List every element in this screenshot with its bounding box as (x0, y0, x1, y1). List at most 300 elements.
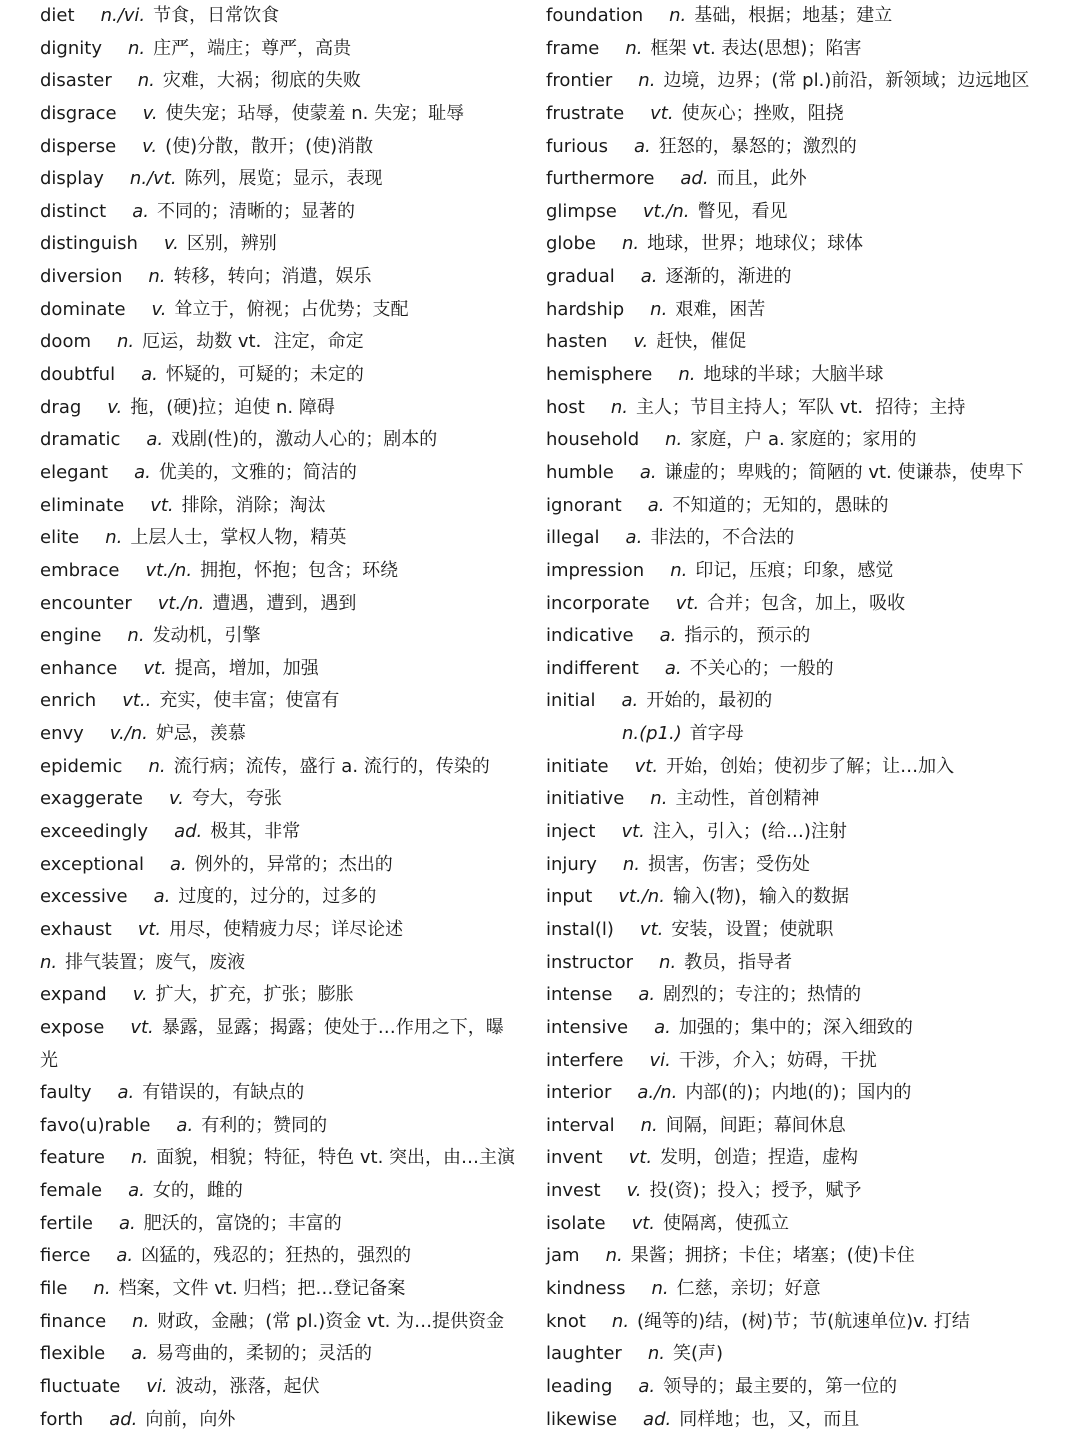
entry-part-of-speech: n. (665, 429, 683, 451)
entry-definition: 厄运，劫数 vt．注定，命定 (142, 331, 364, 353)
entry-word: fierce (40, 1245, 91, 1267)
entry-part-of-speech: ad. (174, 821, 203, 843)
entry-row (40, 261, 540, 294)
entry-word: exceptional (40, 853, 145, 875)
entry-definition: 干涉，介入；妨碍，干扰 (678, 1049, 877, 1071)
entry-part-of-speech: a./n. (637, 1082, 678, 1104)
entry-part-of-speech: n. (148, 755, 166, 777)
entry-word: incorporate (546, 592, 650, 614)
entry-row (546, 1404, 1066, 1437)
entry-definition: 波动，涨落，起伏 (175, 1375, 320, 1397)
entry-word: foundation (546, 5, 644, 26)
entry-word: invent (546, 1147, 603, 1169)
entry-word: frontier (546, 70, 613, 92)
entry-definition: 开始，创始；使初步了解；让…加入 (666, 755, 955, 777)
entry-row (40, 196, 540, 229)
entry-row (40, 1404, 540, 1437)
entry-definition: 注入，引入；(给…)注射 (652, 821, 847, 843)
entry-part-of-speech: vt.. (122, 690, 152, 712)
entry-word: interfere (546, 1049, 624, 1071)
entry-part-of-speech: a. (131, 1343, 149, 1365)
entry-word: indicative (546, 625, 634, 647)
entry-definition: 区别，辨别 (186, 233, 277, 255)
entry-row (546, 914, 1066, 947)
entry-word: doom (40, 331, 91, 353)
entry-row (40, 228, 540, 261)
entry-part-of-speech: vt. (130, 1016, 154, 1038)
entry-definition: 有利的；赞同的 (201, 1114, 328, 1136)
entry-word: doubtful (40, 364, 116, 386)
entry-word: distinguish (40, 233, 138, 255)
entry-part-of-speech: n. (669, 5, 687, 26)
entry-definition: 光 (40, 1049, 58, 1071)
entry-part-of-speech: n. (650, 788, 668, 810)
entry-definition: 输入(物)，输入的数据 (672, 886, 849, 908)
entry-row (40, 1371, 540, 1404)
entry-row (40, 555, 540, 588)
entry-word: furthermore (546, 168, 655, 190)
entry-part-of-speech: vt./n. (157, 592, 205, 614)
entry-word: favo(u)rable (40, 1114, 151, 1136)
entry-part-of-speech: n. (117, 331, 135, 353)
entry-definition: 充实，使丰富；使富有 (159, 690, 340, 712)
entry-part-of-speech: a. (117, 1082, 135, 1104)
entry-definition: 节食，日常饮食 (153, 5, 280, 26)
entry-part-of-speech: n. (638, 70, 656, 92)
entry-row (546, 392, 1066, 425)
entry-row (40, 1240, 540, 1273)
entry-row (546, 555, 1066, 588)
entry-part-of-speech: v. (142, 102, 158, 124)
entry-part-of-speech: n. (670, 559, 688, 581)
entry-word: interval (546, 1114, 615, 1136)
entry-row (40, 979, 540, 1012)
entry-row (546, 1338, 1066, 1371)
entry-definition: 间隔，间距；幕间休息 (665, 1114, 846, 1136)
entry-definition: 加强的；集中的；深入细致的 (678, 1016, 913, 1038)
entry-word: disgrace (40, 102, 117, 124)
entry-definition: 例外的，异常的；杰出的 (194, 853, 393, 875)
entry-word: initial (546, 690, 596, 712)
entry-definition: 内部(的)；内地(的)；国内的 (685, 1082, 912, 1104)
entry-part-of-speech: n. (611, 1310, 630, 1332)
entry-definition: 耸立于，俯视；占优势；支配 (174, 298, 409, 320)
entry-part-of-speech: a. (625, 527, 643, 549)
entry-word: intensive (546, 1016, 629, 1038)
entry-word: frame (546, 37, 600, 59)
entry-row (546, 490, 1066, 523)
entry-word: disaster (40, 70, 112, 92)
entry-word: diet (40, 5, 75, 26)
entry-definition: 庄严，端庄；尊严，高贵 (153, 37, 352, 59)
entry-part-of-speech: v. (626, 1180, 642, 1202)
entry-word: eliminate (40, 494, 125, 516)
entry-row (40, 1077, 540, 1110)
entry-part-of-speech: n. (650, 298, 668, 320)
entry-word: hemisphere (546, 364, 653, 386)
entry-row (546, 196, 1066, 229)
entry-word: exaggerate (40, 788, 143, 810)
entry-part-of-speech: vi. (146, 1375, 168, 1397)
entry-definition: 使失宠；玷辱，使蒙羞 n. 失宠；耻辱 (165, 102, 465, 124)
entry-row (546, 653, 1066, 686)
entry-word: diversion (40, 266, 123, 288)
entry-word: ignorant (546, 494, 622, 516)
entry-word: jam (546, 1245, 580, 1267)
entry-definition: 不知道的；无知的，愚昧的 (672, 494, 889, 516)
entry-word: input (546, 886, 593, 908)
entry-word: indifferent (546, 657, 639, 679)
entry-part-of-speech: n. (127, 625, 145, 647)
entry-definition: 同样地；也，又，而且 (679, 1408, 860, 1430)
entry-part-of-speech: n. (148, 266, 166, 288)
entry-part-of-speech: v./n. (109, 723, 148, 745)
entry-row (40, 359, 540, 392)
entry-row (546, 163, 1066, 196)
entry-definition: 用尽，使精疲力尽；详尽论述 (169, 918, 404, 940)
entry-definition: 女的，雌的 (152, 1180, 243, 1202)
entry-word: file (40, 1277, 68, 1299)
entry-word: feature (40, 1147, 105, 1169)
entry-definition: 瞥见，看见 (697, 200, 788, 222)
entry-part-of-speech: vt./n. (145, 559, 193, 581)
entry-definition: 笑(声) (672, 1343, 723, 1365)
entry-definition: 边境，边界；(常 pl.)前沿，新领域；边远地区 (663, 70, 1030, 92)
entry-definition: 开始的，最初的 (646, 690, 773, 712)
entry-definition: 流行病；流传，盛行 a. 流行的，传染的 (173, 755, 490, 777)
entry-definition: 拖，(硬)拉；迫使 n. 障碍 (130, 396, 335, 418)
entry-definition: 戏剧(性)的，激动人心的；剧本的 (171, 429, 438, 451)
entry-row (40, 849, 540, 882)
entry-word: injury (546, 853, 597, 875)
entry-word: impression (546, 559, 645, 581)
entry-part-of-speech: n. (605, 1245, 623, 1267)
entry-word: dominate (40, 298, 126, 320)
entry-word: forth (40, 1408, 84, 1430)
entry-part-of-speech: n. (622, 853, 641, 875)
entry-part-of-speech: vt. (650, 102, 674, 124)
entry-row (40, 163, 540, 196)
entry-part-of-speech: n. (659, 951, 677, 973)
entry-part-of-speech: a. (638, 1375, 656, 1397)
entry-definition: 极其，非常 (210, 821, 301, 843)
entry-part-of-speech: a. (153, 886, 171, 908)
entry-part-of-speech: n. (640, 1114, 658, 1136)
entry-word: expand (40, 984, 107, 1006)
entry-part-of-speech: vi. (649, 1049, 671, 1071)
entry-row (40, 816, 540, 849)
entry-word: engine (40, 625, 102, 647)
entry-definition: 发动机，引擎 (152, 625, 261, 647)
entry-word: exceedingly (40, 821, 149, 843)
entry-word: kindness (546, 1277, 626, 1299)
entry-part-of-speech: a. (639, 461, 657, 483)
entry-row (546, 1371, 1066, 1404)
entry-row (546, 1142, 1066, 1175)
entry-word: frustrate (546, 102, 625, 124)
entry-definition: 印记，压痕；印象，感觉 (695, 559, 894, 581)
entry-row (40, 914, 540, 947)
entry-row (40, 522, 540, 555)
entry-part-of-speech: ad. (643, 1408, 672, 1430)
entry-word: instructor (546, 951, 634, 973)
entry-row (546, 0, 1066, 33)
entry-part-of-speech: vt./n. (642, 200, 690, 222)
entry-part-of-speech: n. (127, 37, 146, 59)
entry-row (40, 326, 540, 359)
entry-part-of-speech: n. (40, 951, 58, 973)
entry-row (40, 1175, 540, 1208)
entry-part-of-speech: a. (176, 1114, 194, 1136)
entry-word: elegant (40, 461, 109, 483)
entry-definition: (使)分散，散开；(使)消散 (165, 135, 374, 157)
entry-row (40, 1110, 540, 1143)
entry-part-of-speech: a. (640, 266, 658, 288)
entry-row (40, 98, 540, 131)
entry-part-of-speech: a. (633, 135, 651, 157)
entry-row (40, 424, 540, 457)
entry-part-of-speech: n. (625, 37, 643, 59)
entry-word: elite (40, 527, 80, 549)
entry-definition: 肥沃的，富饶的；丰富的 (143, 1212, 342, 1234)
entry-row (546, 849, 1066, 882)
entry-definition: 遭遇，遭到，遇到 (212, 592, 357, 614)
entry-definition: 怀疑的，可疑的；未定的 (165, 364, 364, 386)
entry-row (40, 294, 540, 327)
entry-definition: 暴露，显露；揭露；使处于…作用之下，曝 (161, 1016, 504, 1038)
entry-part-of-speech: vt. (634, 755, 659, 777)
entry-definition: 主动性，首创精神 (675, 788, 820, 810)
entry-row (40, 392, 540, 425)
entry-part-of-speech: a. (118, 1212, 136, 1234)
entry-word: laughter (546, 1343, 622, 1365)
entry-row (40, 947, 540, 980)
entry-part-of-speech: a. (654, 1016, 671, 1038)
entry-row (546, 1208, 1066, 1241)
entry-definition: 灾难，大祸；彻底的失败 (162, 70, 361, 92)
entry-row (40, 490, 540, 523)
entry-word: distinct (40, 200, 107, 222)
entry-definition: 而且，此外 (716, 168, 807, 190)
entry-definition: 财政，金融；(常 pl.)资金 vt. 为…提供资金 (157, 1310, 505, 1332)
entry-word: excessive (40, 886, 128, 908)
entry-definition: 仁慈，亲切；好意 (676, 1277, 821, 1299)
entry-definition: (绳等的)结，(树)节；节(航速单位)v. 打结 (637, 1310, 970, 1332)
entry-row (546, 228, 1066, 261)
entry-definition: 档案，文件 vt. 归档；把…登记备案 (118, 1277, 406, 1299)
entry-word: display (40, 168, 104, 190)
entry-definition: 发明，创造；捏造，虚构 (660, 1147, 859, 1169)
entry-part-of-speech: vt. (137, 918, 162, 940)
entry-word: leading (546, 1375, 613, 1397)
entry-definition: 面貌，相貌；特征，特色 vt. 突出，由…主演 (156, 1147, 516, 1169)
entry-word: epidemic (40, 755, 123, 777)
entry-part-of-speech: a. (170, 853, 187, 875)
entry-word: intense (546, 984, 613, 1006)
entry-word: invest (546, 1180, 601, 1202)
entry-row (546, 33, 1066, 66)
entry-word: furious (546, 135, 608, 157)
entry-word: fluctuate (40, 1375, 121, 1397)
entry-part-of-speech: a. (638, 984, 656, 1006)
entry-word: initiative (546, 788, 625, 810)
entry-definition: 艰难，困苦 (675, 298, 766, 320)
entry-part-of-speech: n. (678, 364, 696, 386)
entry-part-of-speech: v. (142, 135, 158, 157)
entry-row (546, 1110, 1066, 1143)
entry-row (40, 131, 540, 164)
entry-definition: 提高，增加，加强 (174, 657, 319, 679)
entry-row (546, 522, 1066, 555)
entry-definition: 基础，根据；地基；建立 (694, 5, 893, 26)
entry-row (40, 1273, 540, 1306)
entry-definition: 不关心的；一般的 (689, 657, 834, 679)
entry-word: drag (40, 396, 82, 418)
entry-word: flexible (40, 1343, 106, 1365)
entry-part-of-speech: v. (132, 984, 148, 1006)
entry-part-of-speech: ad. (109, 1408, 138, 1430)
entry-row (40, 1208, 540, 1241)
entry-word: exhaust (40, 918, 112, 940)
right-column (546, 0, 1066, 1436)
entry-part-of-speech: a. (146, 429, 164, 451)
entry-word: enhance (40, 657, 118, 679)
entry-definition: 地球，世界；地球仪；球体 (647, 233, 864, 255)
entry-word: female (40, 1180, 103, 1202)
entry-part-of-speech: vt. (675, 592, 700, 614)
entry-part-of-speech: n. (137, 70, 155, 92)
entry-part-of-speech: ad. (680, 168, 709, 190)
entry-part-of-speech: n. (93, 1277, 111, 1299)
entry-row (40, 33, 540, 66)
entry-row (40, 457, 540, 490)
entry-part-of-speech: vt. (150, 494, 174, 516)
entry-definition: 教员，指导者 (684, 951, 793, 973)
entry-row (546, 1175, 1066, 1208)
entry-row (546, 326, 1066, 359)
entry-definition: 非法的，不合法的 (650, 527, 795, 549)
entry-definition: 上层人士，掌权人物，精英 (130, 527, 347, 549)
entry-part-of-speech: vt. (639, 918, 664, 940)
entry-definition: 指示的，预示的 (684, 625, 811, 647)
entry-definition: 转移，转向；消遣，娱乐 (173, 266, 372, 288)
entry-row (546, 588, 1066, 621)
entry-row (40, 65, 540, 98)
entry-definition: 领导的；最主要的，第一位的 (663, 1375, 898, 1397)
entry-part-of-speech: n. (132, 1310, 150, 1332)
entry-row (546, 620, 1066, 653)
entry-definition: 不同的；清晰的；显著的 (157, 200, 355, 222)
entry-word: household (546, 429, 640, 451)
entry-word: globe (546, 233, 596, 255)
entry-definition: 排气装置；废气，废液 (65, 951, 246, 973)
entry-word: knot (546, 1310, 586, 1332)
entry-part-of-speech: v. (633, 331, 649, 353)
entry-row (546, 718, 1066, 751)
entry-part-of-speech: vt. (628, 1147, 653, 1169)
entry-row (546, 294, 1066, 327)
entry-part-of-speech: n. (621, 233, 640, 255)
entry-row (40, 588, 540, 621)
entry-row (546, 1273, 1066, 1306)
entry-definition: 地球的半球；大脑半球 (703, 364, 884, 386)
entry-word: isolate (546, 1212, 606, 1234)
entry-part-of-speech: a. (659, 625, 677, 647)
entry-definition: 使隔离，使孤立 (663, 1212, 789, 1234)
entry-word: dignity (40, 37, 102, 59)
entry-definition: 优美的，文雅的；简洁的 (158, 461, 357, 483)
entry-word: faulty (40, 1082, 92, 1104)
entry-row (40, 685, 540, 718)
entry-definition: 剧烈的；专注的；热情的 (663, 984, 862, 1006)
entry-definition: 损害，伤害；受伤处 (648, 853, 811, 875)
entry-row (546, 1077, 1066, 1110)
entry-definition: 狂怒的，暴怒的；激烈的 (658, 135, 857, 157)
entry-word: likewise (546, 1408, 618, 1430)
entry-word: envy (40, 723, 84, 745)
entry-definition: 逐渐的，渐进的 (665, 266, 792, 288)
entry-word: gradual (546, 266, 615, 288)
entry-word: hardship (546, 298, 625, 320)
entry-definition: 排除，消除；淘汰 (181, 494, 326, 516)
entry-word: glimpse (546, 200, 617, 222)
entry-row (40, 1306, 540, 1339)
entry-definition: 扩大，扩充，扩张；膨胀 (155, 984, 354, 1006)
entry-part-of-speech: vt./n. (618, 886, 665, 908)
entry-word: expose (40, 1016, 105, 1038)
entry-row (546, 816, 1066, 849)
entry-definition: 合并；包含，加上，吸收 (707, 592, 906, 614)
entry-part-of-speech: a. (128, 1180, 145, 1202)
entry-row (546, 261, 1066, 294)
entry-word: dramatic (40, 429, 121, 451)
entry-definition: 赶快，催促 (656, 331, 747, 353)
entry-word: embrace (40, 559, 120, 581)
entry-word: hasten (546, 331, 608, 353)
entry-part-of-speech: a. (132, 200, 149, 222)
entry-word: interior (546, 1082, 612, 1104)
entry-part-of-speech: v. (168, 788, 184, 810)
entry-row (546, 457, 1066, 490)
entry-word: fertile (40, 1212, 93, 1234)
entry-definition: 有错误的，有缺点的 (142, 1082, 305, 1104)
entry-part-of-speech: v. (151, 298, 167, 320)
entry-part-of-speech: vt. (631, 1212, 655, 1234)
entry-row (546, 1045, 1066, 1078)
entry-row (40, 751, 540, 784)
entry-word: disperse (40, 135, 117, 157)
entry-part-of-speech: a. (116, 1245, 134, 1267)
entry-row (40, 620, 540, 653)
entry-definition: 陈列，展览；显示，表现 (184, 168, 383, 190)
entry-part-of-speech: n. (651, 1277, 669, 1299)
entry-row (40, 1338, 540, 1371)
entry-row (546, 685, 1066, 718)
entry-part-of-speech: a. (134, 461, 151, 483)
entry-word: initiate (546, 755, 609, 777)
entry-definition: 投(资)；投入；授予，赋予 (649, 1180, 862, 1202)
entry-definition: 向前，向外 (145, 1408, 236, 1430)
entry-part-of-speech: n. (610, 396, 628, 418)
entry-word: enrich (40, 690, 97, 712)
entry-part-of-speech: n./vi. (100, 5, 146, 26)
entry-word: finance (40, 1310, 107, 1332)
entry-row (546, 1240, 1066, 1273)
entry-part-of-speech: v. (107, 396, 123, 418)
entry-part-of-speech: a. (647, 494, 665, 516)
left-column (40, 0, 540, 1436)
entry-definition: 过度的，过分的，过多的 (178, 886, 377, 908)
